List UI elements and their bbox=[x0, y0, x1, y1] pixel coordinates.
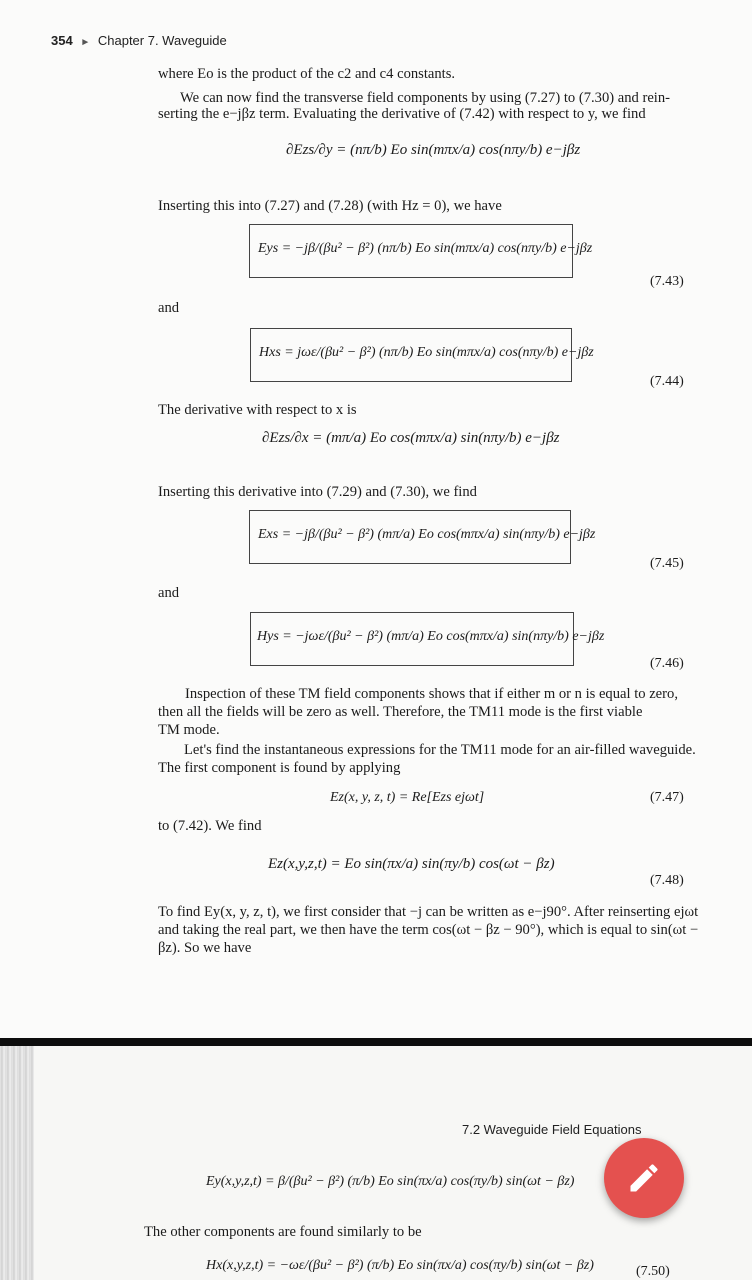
equation-number-7-50: (7.50) bbox=[636, 1264, 670, 1279]
equation-dEzs-dy: ∂Ezs/∂y = (nπ/b) Eo sin(mπx/a) cos(nπy/b) e−jβz bbox=[286, 142, 581, 158]
and-2: and bbox=[158, 585, 180, 601]
inspection-line-1: Inspection of these TM field components shows that if either m or n is equal to zero, bbox=[185, 686, 678, 702]
lets-find-line-1: Let's find the instantaneous expressions for the TM11 mode for an air-filled waveguide. bbox=[184, 742, 696, 758]
equation-box-7-46 bbox=[250, 612, 605, 666]
equation-7-47: Ez(x, y, z, t) = Re[Ezs ejωt] bbox=[330, 790, 485, 805]
equation-number-7-48: (7.48) bbox=[650, 873, 684, 888]
equation-box-7-45 bbox=[249, 510, 596, 564]
intro-line-2: We can now find the transverse field components by using (7.27) to (7.30) and rein- bbox=[180, 90, 671, 106]
lets-find-line-2: The first component is found by applying bbox=[158, 760, 401, 776]
equation-7-43: Eys = −jβ/(βu² − β²) (nπ/b) Eo sin(mπx/a) cos(nπy/b) e−jβz bbox=[258, 241, 593, 256]
equation-ey: Ey(x,y,z,t) = β/(βu² − β²) (π/b) Eo sin(πx/a) cos(πy/b) sin(ωt − βz) bbox=[206, 1174, 575, 1189]
and-1: and bbox=[158, 300, 180, 316]
page-number: 354 bbox=[51, 33, 73, 48]
intro-line-3: serting the e−jβz term. Evaluating the derivative of (7.42) with respect to y, we find bbox=[158, 106, 646, 122]
equation-dEzs-dx: ∂Ezs/∂x = (mπ/a) Eo cos(mπx/a) sin(nπy/b) e−jβz bbox=[262, 430, 560, 446]
text-inserting-into-727: Inserting this into (7.27) and (7.28) (with Hz = 0), we have bbox=[158, 198, 502, 214]
edit-fab-button[interactable] bbox=[604, 1138, 684, 1218]
find-ey-line-2: and taking the real part, we then have the term cos(ωt − βz − 90°), which is equal to sin(ωt − bbox=[158, 922, 699, 938]
equation-hx: Hx(x,y,z,t) = −ωε/(βu² − β²) (π/b) Eo sin(πx/a) cos(πy/b) sin(ωt − βz) bbox=[206, 1258, 594, 1273]
other-components-text: The other components are found similarly to be bbox=[144, 1224, 422, 1240]
equation-7-48: Ez(x,y,z,t) = Eo sin(πx/a) sin(πy/b) cos(ωt − βz) bbox=[268, 856, 555, 872]
chapter-title: Chapter 7. Waveguide bbox=[97, 33, 227, 48]
equation-7-45: Exs = −jβ/(βu² − β²) (mπ/a) Eo cos(mπx/a) sin(nπy/b) e−jβz bbox=[258, 527, 596, 542]
inspection-line-2: then all the fields will be zero as well. Therefore, the TM11 mode is the first viable bbox=[158, 704, 643, 720]
page-header bbox=[51, 33, 227, 48]
find-ey-line-3: βz). So we have bbox=[158, 940, 252, 956]
equation-number-7-45: (7.45) bbox=[650, 556, 684, 571]
equation-box-7-43 bbox=[249, 224, 593, 278]
equation-number-7-46: (7.46) bbox=[650, 656, 684, 671]
equation-number-7-47: (7.47) bbox=[650, 790, 684, 805]
to-742-we-find: to (7.42). We find bbox=[158, 818, 262, 834]
text-inserting-derivative: Inserting this derivative into (7.29) and (7.30), we find bbox=[158, 484, 477, 500]
equation-box-7-44 bbox=[250, 328, 594, 382]
pencil-icon bbox=[626, 1160, 662, 1196]
text-derivative-x: The derivative with respect to x is bbox=[158, 402, 357, 418]
intro-line-1: where Eo is the product of the c2 and c4 constants. bbox=[158, 66, 456, 82]
find-ey-line-1: To find Ey(x, y, z, t), we first consider that −j can be written as e−j90°. After reinserting ejωt bbox=[158, 904, 699, 920]
equation-7-44: Hxs = jωε/(βu² − β²) (nπ/b) Eo sin(mπx/a) cos(nπy/b) e−jβz bbox=[259, 345, 594, 360]
equation-number-7-43: (7.43) bbox=[650, 274, 684, 289]
equation-7-46: Hys = −jωε/(βu² − β²) (mπ/a) Eo cos(mπx/a) sin(nπy/b) e−jβz bbox=[257, 629, 605, 644]
page-divider bbox=[0, 1038, 752, 1046]
running-head: 7.2 Waveguide Field Equations bbox=[462, 1122, 642, 1137]
chevron-right-icon: ► bbox=[80, 37, 91, 48]
inspection-line-3: TM mode. bbox=[158, 722, 220, 738]
equation-number-7-44: (7.44) bbox=[650, 374, 684, 389]
scanned-page-edge bbox=[0, 1046, 34, 1280]
